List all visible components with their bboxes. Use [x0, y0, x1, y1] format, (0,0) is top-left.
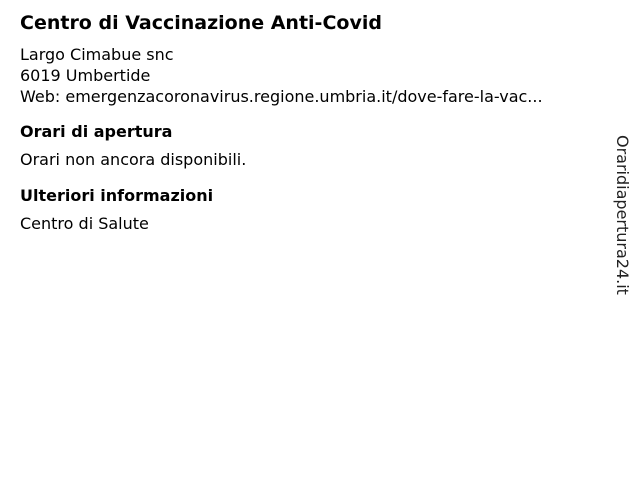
site-brand: Oraridiapertura24.it — [613, 135, 632, 295]
main-content — [20, 10, 600, 235]
address-city: 6019 Umbertide — [20, 66, 151, 85]
opening-hours-heading: Orari di apertura — [20, 122, 173, 141]
more-info-text: Centro di Salute — [20, 214, 149, 233]
address-web — [20, 86, 600, 107]
more-info-heading: Ulteriori informazioni — [20, 186, 214, 205]
page-title: Centro di Vaccinazione Anti-Covid — [20, 12, 382, 34]
web-link[interactable]: emergenzacoronavirus.regione.umbria.it/dove-fare-la-vac... — [65, 87, 543, 106]
web-label: Web: — [20, 87, 61, 106]
address-street: Largo Cimabue snc — [20, 45, 174, 64]
opening-hours-text: Orari non ancora disponibili. — [20, 150, 247, 169]
